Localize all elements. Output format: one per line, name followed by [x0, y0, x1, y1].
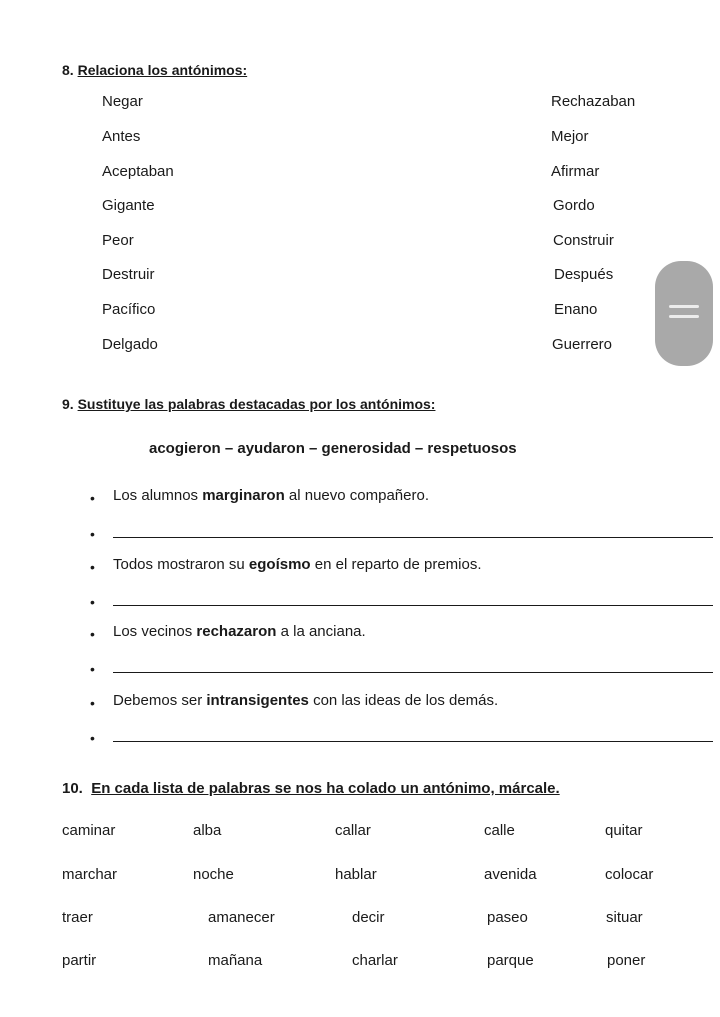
right-word: Después — [554, 266, 614, 283]
left-word: Destruir — [102, 266, 155, 283]
left-word: Delgado — [102, 336, 158, 353]
list-word[interactable]: charlar — [352, 952, 398, 969]
right-word: Afirmar — [551, 163, 600, 180]
list-word[interactable]: parque — [487, 952, 534, 969]
left-word: Pacífico — [102, 301, 156, 318]
bullet-icon: • — [90, 695, 95, 711]
list-word[interactable]: quitar — [605, 822, 643, 839]
sentence-text: a la anciana. — [276, 623, 366, 640]
left-word: Peor — [102, 232, 134, 249]
list-word[interactable]: callar — [335, 822, 371, 839]
list-word[interactable]: alba — [193, 822, 222, 839]
sentence — [113, 556, 482, 573]
list-word[interactable]: decir — [352, 909, 385, 926]
highlighted-word: marginaron — [202, 487, 285, 504]
list-word[interactable]: hablar — [335, 866, 377, 883]
exercise-9-title — [62, 396, 435, 412]
exercise-10-title — [62, 780, 560, 797]
right-word: Enano — [554, 301, 598, 318]
list-word[interactable]: traer — [62, 909, 93, 926]
right-word: Rechazaban — [551, 93, 636, 110]
list-word[interactable]: situar — [606, 909, 643, 926]
bullet-icon: • — [90, 559, 95, 575]
list-word[interactable]: amanecer — [208, 909, 275, 926]
highlighted-word: rechazaron — [196, 623, 277, 640]
list-word[interactable]: poner — [607, 952, 646, 969]
highlighted-word: egoísmo — [248, 556, 311, 573]
bullet-icon: • — [90, 594, 95, 610]
scroll-handle[interactable] — [655, 261, 713, 366]
sentence-text: Los alumnos — [113, 487, 203, 504]
sentence — [113, 623, 366, 640]
highlighted-word: intransigentes — [206, 692, 309, 709]
exercise-8-instruction: Relaciona los antónimos: — [77, 62, 248, 78]
handle-grip-icon — [669, 305, 699, 308]
list-word[interactable]: caminar — [62, 822, 116, 839]
sentence-text: en el reparto de premios. — [310, 556, 482, 573]
answer-line[interactable] — [113, 605, 713, 606]
handle-grip-icon — [669, 315, 699, 318]
left-word: Gigante — [102, 197, 155, 214]
left-word: Negar — [102, 93, 143, 110]
exercise-10-instruction: En cada lista de palabras se nos ha colado un antónimo, márcale. — [91, 780, 560, 797]
sentence-text: Debemos ser — [113, 692, 207, 709]
bullet-icon: • — [90, 526, 95, 542]
right-word: Guerrero — [552, 336, 613, 353]
sentence-text: al nuevo compañero. — [284, 487, 429, 504]
sentence — [113, 692, 498, 709]
sentence-text: Todos mostraron su — [113, 556, 249, 573]
exercise-8-title — [62, 62, 247, 78]
right-word: Gordo — [553, 197, 595, 214]
list-word[interactable]: paseo — [487, 909, 528, 926]
answer-line[interactable] — [113, 537, 713, 538]
list-word[interactable]: marchar — [62, 866, 118, 883]
answer-line[interactable] — [113, 672, 713, 673]
sentence — [113, 487, 429, 504]
left-word: Antes — [102, 128, 141, 145]
bullet-icon: • — [90, 730, 95, 746]
left-word: Aceptaban — [102, 163, 174, 180]
bullet-icon: • — [90, 661, 95, 677]
right-word: Construir — [553, 232, 614, 249]
exercise-10-number: 10. — [62, 780, 83, 797]
exercise-9-number: 9. — [62, 396, 74, 412]
sentence-text: Los vecinos — [113, 623, 197, 640]
word-bank: acogieron – ayudaron – generosidad – respetuosos — [149, 440, 517, 457]
list-word[interactable]: mañana — [208, 952, 263, 969]
exercise-9-instruction: Sustituye las palabras destacadas por los antónimos: — [77, 396, 436, 412]
list-word[interactable]: noche — [193, 866, 234, 883]
list-word[interactable]: calle — [484, 822, 515, 839]
list-word[interactable]: avenida — [484, 866, 537, 883]
bullet-icon: • — [90, 490, 95, 506]
list-word[interactable]: colocar — [605, 866, 654, 883]
sentence-text: con las ideas de los demás. — [308, 692, 499, 709]
bullet-icon: • — [90, 626, 95, 642]
right-word: Mejor — [551, 128, 589, 145]
exercise-8-number: 8. — [62, 62, 74, 78]
list-word[interactable]: partir — [62, 952, 97, 969]
answer-line[interactable] — [113, 741, 713, 742]
